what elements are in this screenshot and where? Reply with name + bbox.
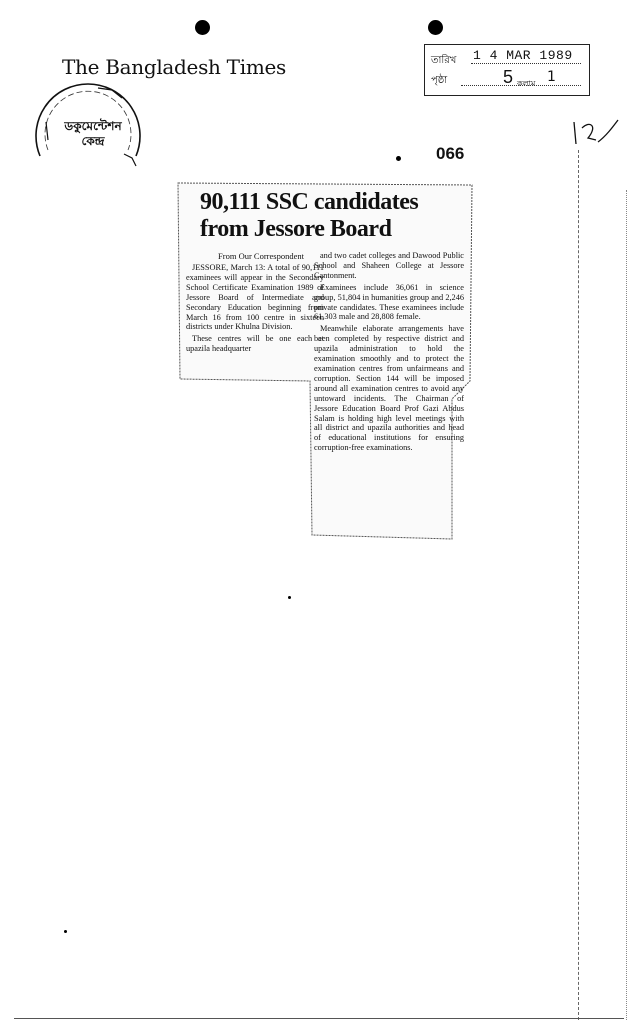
page-bottom-edge — [14, 1018, 624, 1019]
handwritten-mark — [572, 118, 622, 148]
paragraph: Meanwhile elaborate arrangements have been completed by respective district and upazila administration to hold the examination smoothly and to protect the examination centres from unfairmeans and corruption. Section 144 will be imposed around all examination centres to avoid any untoward incidents. The Chairman of Jessore Education Board Prof Gazi Abdus Salam is holding high level meetings with all district and upazila authorities and head of educational institutions for ensuring corruption-free examinations. — [314, 324, 464, 453]
headline-line-2: from Jessore Board — [200, 216, 392, 242]
paragraph: and two cadet colleges and Dawood Public School and Shaheen College at Jessore Cantonment. — [314, 251, 464, 280]
ink-speck — [64, 930, 67, 933]
punch-hole-right — [428, 20, 443, 35]
stamp-date-line — [471, 63, 581, 64]
stamp-date-label: তারিখ — [431, 55, 457, 66]
stamp-column-value: 1 — [547, 69, 556, 85]
stamp-date-value: 1 4 MAR 1989 — [473, 48, 573, 63]
article-column-right — [314, 251, 464, 455]
page-edge-line — [578, 150, 579, 1020]
article-column-left — [186, 263, 324, 356]
article-byline: From Our Correspondent — [218, 251, 304, 261]
punch-hole-left — [195, 20, 210, 35]
date-stamp — [424, 44, 590, 96]
stamp-page-label: পৃষ্ঠা — [431, 75, 448, 86]
stamp-page-value: 5 — [503, 67, 514, 87]
article-headline — [200, 189, 470, 243]
paragraph: JESSORE, March 13: A total of 90,111 examinees will appear in the Secondary School Certificate Examination 1989 of Jessore Board of Intermediate and Secondary Education beginning from March 16 from 100 centre in sixteen districts under Khulna Division. — [186, 263, 324, 332]
stamp-column-label: কলাম — [517, 79, 536, 88]
paragraph: Examinees include 36,061 in science group, 51,804 in humanities group and 2,246 private candidates. These examinees include 61,303 male and 28,808 female. — [314, 282, 464, 322]
seal-center-text: ডকুমেন্টেশন কেন্দ্র — [64, 119, 122, 148]
paragraph: These centres will be one each at upazila headquarter — [186, 334, 324, 354]
newspaper-masthead: The Bangladesh Times — [62, 55, 286, 79]
page-edge-line-outer — [626, 190, 627, 1020]
ink-speck — [288, 596, 291, 599]
page-number: 066 — [436, 144, 465, 163]
newspaper-clipping — [176, 181, 474, 541]
headline-line-1: 90,111 SSC candidates — [200, 189, 419, 215]
ink-dot — [396, 156, 401, 161]
